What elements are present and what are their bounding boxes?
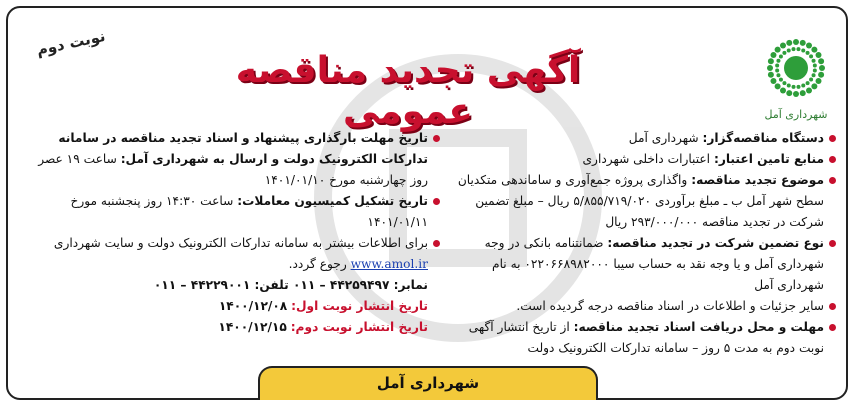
logo-dot bbox=[779, 78, 783, 82]
info-item: برای اطلاعات بیشتر به سامانه تدارکات الکترونیک دولت و سایت شهرداری www.amol.ir رجوع گردد. bbox=[18, 233, 440, 275]
logo-dot bbox=[793, 91, 799, 97]
logo-dot bbox=[780, 42, 786, 48]
logo-dot bbox=[811, 83, 817, 89]
logo-dot bbox=[806, 88, 812, 94]
subject-item: موضوع تجدید مناقصه: واگذاری پروژه جمع‌آوری و ساماندهی متکدیان سطح شهر آمل ب ـ مبلغ برآوردی ۵/۸۵۵/۷۱۹/۰۲۰ ریال – مبلغ تضمین شرکت در تجدید مناقصه ۲۹۳/۰۰۰/۰۰۰ ریال bbox=[444, 170, 836, 233]
logo-dot bbox=[770, 52, 776, 58]
logo-dot bbox=[792, 85, 796, 89]
bullet-icon bbox=[433, 135, 440, 142]
logo-dot bbox=[775, 47, 781, 53]
logo-dot bbox=[782, 81, 786, 85]
logo-dot bbox=[812, 59, 816, 63]
logo-dot bbox=[768, 58, 774, 64]
logo-dot bbox=[775, 83, 781, 89]
bullet-icon bbox=[433, 240, 440, 247]
logo-caption: شهرداری آمل bbox=[764, 108, 828, 121]
logo-dot bbox=[776, 59, 780, 63]
logo-dot bbox=[768, 72, 774, 78]
footer-banner: شهرداری آمل bbox=[258, 366, 598, 400]
bullet-icon bbox=[829, 177, 836, 184]
logo-dot bbox=[816, 78, 822, 84]
bullet-icon bbox=[433, 198, 440, 205]
logo-dot bbox=[782, 51, 786, 55]
left-column bbox=[18, 128, 440, 338]
logo-dot bbox=[818, 72, 824, 78]
logo-dot bbox=[767, 65, 773, 71]
logo-dot bbox=[812, 73, 816, 77]
commission-item: تاریخ تشکیل کمیسیون معاملات: ساعت ۱۴:۳۰ روز پنجشنبه مورخ ۱۴۰۱/۰۱/۱۱ bbox=[18, 191, 440, 233]
logo-dot bbox=[796, 85, 800, 89]
logo-dot bbox=[786, 90, 792, 96]
logo-dot bbox=[775, 64, 779, 68]
logo-dot bbox=[809, 54, 813, 58]
logo-dot bbox=[801, 48, 805, 52]
publish-second-line: تاریخ انتشار نوبت دوم: ۱۴۰۰/۱۲/۱۵ bbox=[218, 320, 428, 334]
contact-line: نمابر: ۴۴۲۵۹۴۹۷ – ۰۱۱ تلفن: ۴۴۲۲۹۰۰۱ – ۰۱۱ bbox=[153, 278, 428, 292]
notice-title: آگهی تجدید مناقصه عمومی bbox=[235, 50, 581, 132]
logo-dot bbox=[813, 64, 817, 68]
logo-dot bbox=[801, 84, 805, 88]
logo-dot bbox=[775, 68, 779, 72]
documents-item: مهلت و محل دریافت اسناد تجدید مناقصه: از تاریخ انتشار آگهی نوبت دوم به مدت ۵ روز – سامانه تدارکات الکترونیک دولت bbox=[444, 317, 836, 359]
logo-dot bbox=[800, 90, 806, 96]
logo-dot bbox=[770, 78, 776, 84]
organizer-item: دستگاه مناقصه‌گزار: شهرداری آمل bbox=[444, 128, 836, 149]
bullet-icon bbox=[829, 324, 836, 331]
logo-dot bbox=[806, 42, 812, 48]
funding-item: منابع تامین اعتبار: اعتبارات داخلی شهرداری bbox=[444, 149, 836, 170]
logo-dot bbox=[806, 81, 810, 85]
right-column bbox=[444, 128, 836, 359]
municipality-logo-icon bbox=[760, 32, 832, 104]
logo-dot bbox=[787, 84, 791, 88]
guarantee-item: نوع تضمین شرکت در تجدید مناقصه: ضمانتنامه بانکی در وجه شهرداری آمل و یا وجه نقد به حساب سیبا ۰۲۲۰۶۶۸۹۸۲۰۰۰ به نام شهرداری آمل bbox=[444, 233, 836, 296]
logo-dot bbox=[806, 51, 810, 55]
other-details-item: سایر جزئیات و اطلاعات در اسناد مناقصه درجه گردیده است. bbox=[444, 296, 836, 317]
bullet-icon bbox=[829, 135, 836, 142]
logo-dot bbox=[800, 40, 806, 46]
logo-dot bbox=[809, 78, 813, 82]
logo-dot bbox=[811, 47, 817, 53]
logo-dot bbox=[819, 65, 825, 71]
bullet-icon bbox=[829, 156, 836, 163]
publish-first-line: تاریخ انتشار نوبت اول: ۱۴۰۰/۱۲/۰۸ bbox=[218, 299, 428, 313]
logo-dot bbox=[786, 40, 792, 46]
logo-dot bbox=[796, 47, 800, 51]
logo-dot bbox=[813, 68, 817, 72]
deadline-item: تاریخ مهلت بارگذاری پیشنهاد و اسناد تجدید مناقصه در سامانه تدارکات الکترونیک دولت و ارسال به شهرداری آمل: ساعت ۱۹ عصر روز چهارشنبه مورخ ۱۴۰۱/۰۱/۱۰ bbox=[18, 128, 440, 191]
logo-dot bbox=[816, 52, 822, 58]
logo-dot bbox=[792, 47, 796, 51]
logo-dot bbox=[776, 73, 780, 77]
website-link[interactable]: www.amol.ir bbox=[350, 257, 428, 271]
bullet-icon bbox=[829, 303, 836, 310]
logo-dot bbox=[793, 39, 799, 45]
round-stamp: نوبت دوم bbox=[34, 26, 107, 60]
logo-dot bbox=[780, 88, 786, 94]
logo-dot bbox=[787, 48, 791, 52]
bullet-icon bbox=[829, 240, 836, 247]
logo-dot bbox=[818, 58, 824, 64]
logo-dot bbox=[779, 54, 783, 58]
